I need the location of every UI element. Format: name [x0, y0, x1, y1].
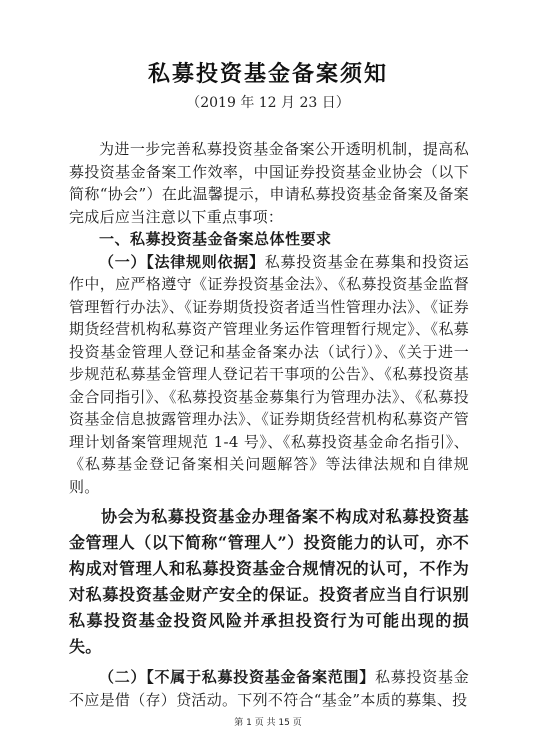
disclaimer-paragraph: 协会为私募投资基金办理备案不构成对私募投资基金管理人（以下简称“管理人”）投资能力的认可，亦不构成对管理人和私募投资基金合规情况的认可，不作为对私募投资基金财产安全的保证。投资者应当自行识别私募投资基金投资风险并承担投资行为可能出现的损失。: [69, 507, 469, 656]
item-legal-basis-tag: （一）【法律规则依据】: [99, 252, 265, 271]
item-legal-basis-text: 私募投资基金在募集和投资运作中，应严格遵守《证券投资基金法》、《私募投资基金监督管理暂行办法》、《证券期货投资者适当性管理办法》、《证券期货经营机构私募资产管理业务运作管理暂行规定》、《私募投资基金管理人登记和基金备案办法（试行）》、《关于进一步规范私募基金管理人登记若干事项的公告》、《私募投资基金合同指引》、《私募投资基金募集行为管理办法》、《私募投资基金信息披露管理办法》、《证券期货经营机构私募资产管理计划备案管理规范 1-4 号》、《私募投资基金命名指引》、《私募基金登记备案相关问题解答》等法律法规和自律规则。: [69, 252, 469, 496]
section-heading: 一、私募投资基金备案总体性要求: [99, 230, 332, 248]
document-title: 私募投资基金备案须知: [147, 61, 388, 87]
item-scope-tag: （二）【不属于私募投资基金备案范围】: [99, 668, 375, 686]
intro-paragraph: 为进一步完善私募投资基金备案公开透明机制，提高私募投资基金备案工作效率，中国证券投资基金业协会（以下简称“协会”）在此温馨提示，申请私募投资基金备案及备案完成后应当注意以下重点事项：: [69, 140, 469, 226]
item-legal-basis: [69, 251, 469, 499]
item-scope-text: 私募投资基金不应是借（存）贷活动。下列不符合“基金”本质的募集、投: [69, 668, 469, 709]
document-date: （2019 年 12 月 23 日）: [186, 95, 350, 111]
item-scope: [69, 666, 469, 711]
page-footer: 第 1 页 共 15 页: [234, 718, 302, 728]
document-body: [69, 138, 469, 711]
